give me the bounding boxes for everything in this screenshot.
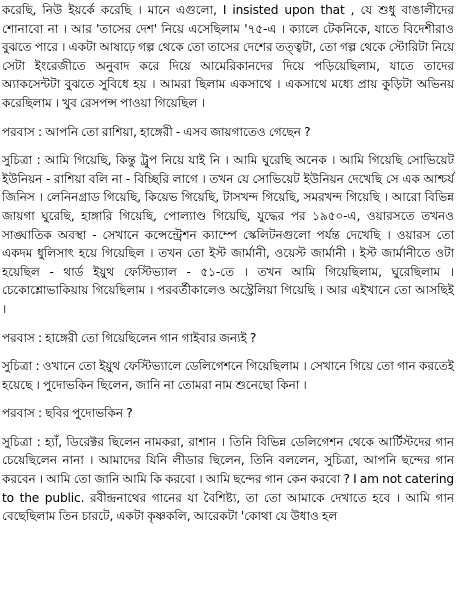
paragraph-gap (2, 347, 454, 357)
paragraph-answer-pudovkin: সুচিত্রা : হ্যাঁ, ডিরেক্টর ছিলেন নামকরা, রাশান । তিনি বিভিন্ন ডেলিগেশন থেকে আর্টিস্টদের গান চেয়েছিলেন নানা । আমাদের যিনি লীডার ছিলেন, তিনি বললেন, সুচিত্রা, আপনি ছন্দের গান করবেন । আমি তো জানি আমি কি করবো । আমি ছন্দের গান কেন করবো ? I am not catering to the public. রবীন্দ্রনাথের গানের যা বৈশিষ্ট্য, তা তো আমাকে দেখাতে হবে । আমি গান বেছেছিলাম তিন চারটে, একটা কৃষ্ণকলি, আরেকটা 'কোথা যে উধাও হল (2, 434, 454, 524)
paragraph-gap (2, 423, 454, 433)
paragraph-gap (2, 319, 454, 329)
paragraph-gap (2, 141, 454, 151)
paragraph-answer-intro: করেছি, নিউ ইয়র্কে করেছি । মানে এগুলো, I insisted upon that , যে শুধু বাঙালীদের শোনাবো না । আর 'তাসের দেশ' নিয়ে এসেছিলাম '৭৫-এ । ক্যালে টেকনিকে, যাতে বিদেশীরাও বুঝতে পারে । একটা আষাঢ়ে গল্প থেকে তো তাসের দেশের তত্ত্বটা, তো গল্প থেকে স্টোরিটা নিয়ে সেটা ইংরেজীতে অনুবাদ করে দিয়ে আমেরিকানদের দিয়ে পড়িয়েছিলাম, যাতে তাদের অ্যাকসেন্টটা বুঝতে সুবিধে হয় । আমরা ছিলাম একসাথে । একসাথে মধ্যে প্রায় কুড়িটা অভিনয় করেছিলাম । খুব রেসপন্স পাওয়া গিয়েছিল । (2, 3, 454, 110)
paragraph-question-travel: পরবাস : আপনি তো রাশিয়া, হাঙ্গেরী - এসব জায়গাতেও গেছেন ? (2, 124, 311, 139)
paragraph-answer-travel: সুচিত্রা : আমি গিয়েছি, কিন্তু ট্রুপ নিয়ে যাই নি । আমি ঘুরেছি অনেক । আমি গিয়েছি সোভিয়েট ইউনিয়ন - রাশিয়া বলি না - বিচ্ছিরি লাগে । তখন যে সোভিয়েট ইউনিয়ন দেখেছি সে এক আশ্চর্য জিনিস । লেনিনগ্রাড গিয়েছি, কিয়েভ গিয়েছি, টাসখন্দ গিয়েছি, সমরখন্দ গিয়েছি । আরো বিভিন্ন জায়গা ঘুরেছি, হাঙ্গারি গিয়েছি, পোল্যাণ্ড গিয়েছি, যুদ্ধের পর ১৯৫০-এ, ওয়ারসতে তখনও সাঙ্ঘাতিক অবস্থা - সেখানে কন্সেন্ট্রেশন ক্যাম্পে স্কেলিটনগুলো পর্যন্ত দেখেছি । ওয়ারস তো একদম ধুলিসাৎ হয়ে গিয়েছিল । তখন তো ইস্ট জার্মানী, ওয়েস্ট জার্মানী । ইস্ট জার্মানীতে ওটা হয়েছিল - থার্ড ইয়ুথ ফেস্টিভ্যাল - ৫১-তে । তখন আমি গিয়েছিলাম, ঘুরেছিলাম । চেকোশ্লোভাকিয়ায় গিয়েছিলাম । পরবর্তীকালেও অস্ট্রেলিয়া গিয়েছি । আর এইখানে তো আসছিই । (2, 153, 454, 316)
paragraph-gap (2, 113, 454, 123)
paragraph-question-hungary: পরবাস : হাঙ্গেরী তো গিয়েছিলেন গান গাইবার জন্যই ? (2, 330, 257, 345)
paragraph-question-pudovkin: পরবাস : ছবির পুদোভকিন ? (2, 406, 133, 421)
paragraph-gap (2, 394, 454, 404)
paragraph-answer-hungary: সুচিত্রা : ওখানে তো ইয়ুথ ফেস্টিভ্যালে ডেলিগেশনে গিয়েছিলাম । সেখানে গিয়ে তো গান করতেই হয়েছে । পুদোভকিন ছিলেন, জানি না তোমরা নাম শুনেছো কিনা । (2, 359, 454, 392)
interview-page (2, 1, 454, 526)
